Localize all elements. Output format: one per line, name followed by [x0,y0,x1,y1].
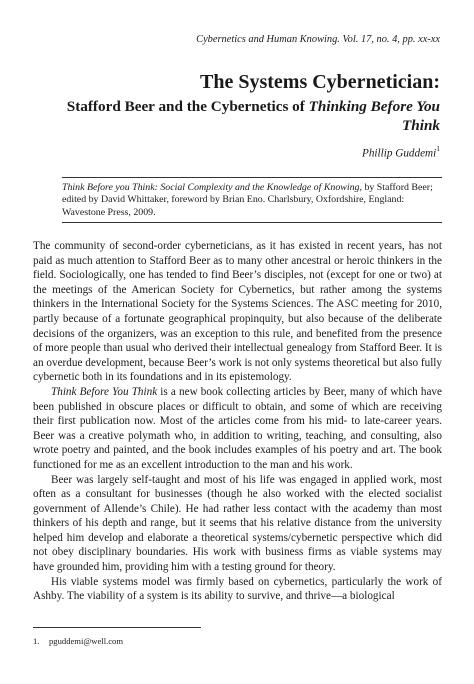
book-reference-details: , by Stafford Beer; edited by David Whittaker, foreword by Brian Eno. Charlsbury, Oxfordshire, England: Wavestone Press, 2009. [62,182,433,218]
author-footnote-mark: 1 [436,144,440,153]
author-name: Phillip Guddemi [361,147,437,160]
rule-top [62,177,442,178]
paragraph-2-book-title: Think Before You Think [51,385,158,398]
article-subtitle [34,97,440,135]
footnote [33,636,123,646]
subtitle-italic-book-title: Thinking Before You Think [308,98,440,134]
footnote-email: pguddemi@well.com [49,636,124,646]
paragraph-2-text: is a new book collecting articles by Beer, many of which have been published in obscure places or difficult to obtain, and some of which are receiving their first publication now. Most of the articles come from his mid- to late-career years. Beer was a creative polymath who, in addition to writing, teaching, and consulting, also wrote poetry and painted, and the book includes examples of his poetry and art. The book functioned for me as an excellent introduction to the man and his work. [33,385,442,471]
footnote-number: 1. [33,636,40,646]
paragraph-4: His viable systems model was firmly based on cybernetics, particularly the work of Ashby. The viability of a system is its ability to survive, and thrive—a biological [33,575,442,603]
footnote-rule [33,627,201,628]
paragraph-1: The community of second-order cyberneticians, as it has existed in recent years, has not paid as much attention to Stafford Beer as to many other ancestral or heroic thinkers in the field. Sociologically, one has tended to find Beer’s disciples, not (except for one or two) at the meetings of the American Society for Cybernetics, but rather among the systems thinkers in the International Society for the Systems Sciences. The ASC meeting for 2010, partly because of a fortunate geographical propinquity, but also because of the deliberate decisions of the organizers, was an exception to this rule, and benefited from the presence of more people than usual who derived their intellectual genealogy from Stafford Beer. It is an overdue development, because Beer’s work is not only systems theoretical but also fully cybernetic both in its foundations and in its epistemology. [33,240,442,384]
paragraph-2 [33,385,442,473]
subtitle-text: Stafford Beer and the Cybernetics of [66,98,309,115]
title-block [34,70,440,135]
article-title: The Systems Cybernetician: [200,71,440,93]
rule-bottom [62,222,442,223]
book-reference-title: Think Before you Think: Social Complexity and the Knowledge of Knowing [62,182,360,193]
paragraph-3: Beer was largely self-taught and most of his life was engaged in applied work, most often as a consultant for businesses (though he also worked with the elected socialist government of Allende’s Chile). He had rather less contact with the academy than most thinkers of his depth and range, but it seems that his relative distance from the university helped him develop and elaborate a theoretical systems/cybernetic perspective which did not obey disciplinary boundaries. His work with business firms as viable systems may have grounded him, providing him with a testing ground for theory. [33,473,442,574]
book-reference [62,182,442,219]
article-body [33,239,442,604]
running-head: Cybernetics and Human Knowing. Vol. 17, no. 4, pp. xx-xx [196,34,440,45]
author-line [362,145,440,160]
